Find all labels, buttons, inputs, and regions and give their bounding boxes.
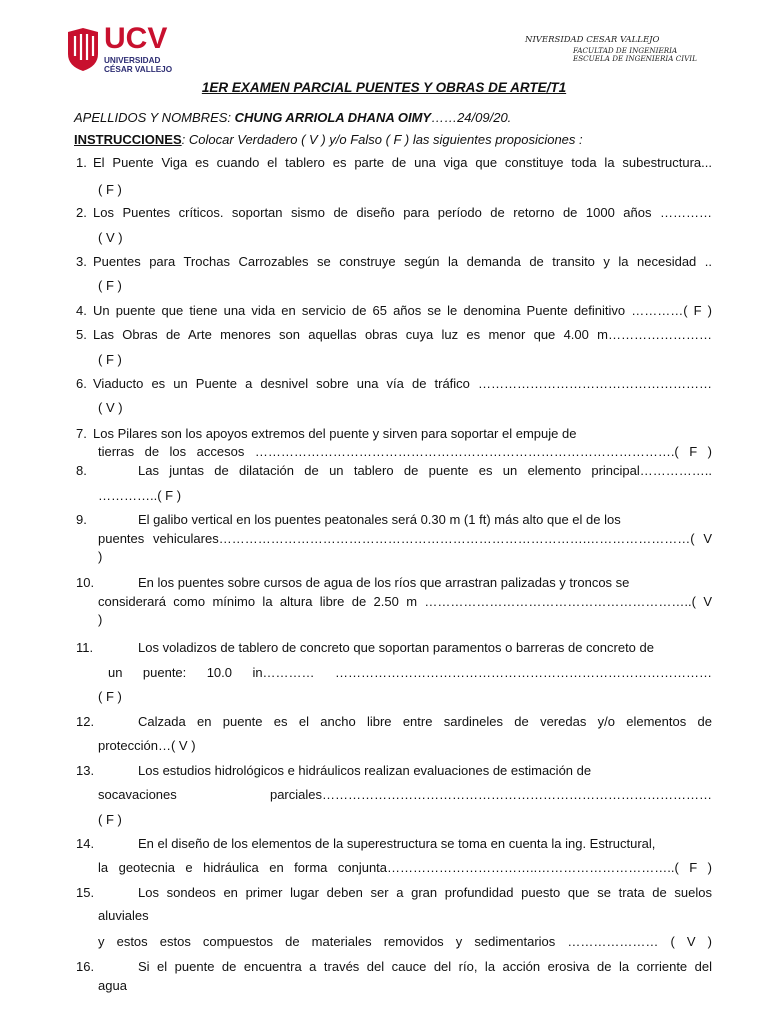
logo-subtitle: UNIVERSIDAD CÉSAR VALLEJO	[104, 56, 173, 74]
question-number: 4.	[76, 303, 87, 318]
ucv-logo	[66, 24, 176, 76]
faculty-name: FACULTAD DE INGENIERIA	[573, 45, 678, 55]
question-text: Si el puente de encuentra a través del cauce del río, la acción erosiva de la corriente del	[138, 959, 712, 974]
question-continuation: considerará como mínimo la altura libre de 2.50 m ……………………………………………………..( V	[98, 594, 712, 609]
question-continuation: ( F )	[98, 812, 122, 827]
question-number: 13.	[76, 763, 95, 778]
question-continuation: agua	[98, 978, 127, 993]
question-continuation: ( F )	[98, 352, 122, 367]
question-continuation: socavaciones parciales………………………………………………………………………………	[98, 787, 712, 802]
question-continuation: aluviales	[98, 908, 149, 923]
question-text: Calzada en puente es el ancho libre entre sardineles de veredas y/o elementos de	[138, 714, 712, 729]
question-number: 5.	[76, 327, 87, 342]
question-text: El Puente Viga es cuando el tablero es parte de una viga que constituye toda la subestructura...	[93, 155, 712, 170]
question-continuation: ( F )	[98, 182, 122, 197]
question-continuation: tierras de los accesos …………………………………………………………………………………….( F )	[98, 444, 712, 459]
university-name: NIVERSIDAD CESAR VALLEJO	[525, 35, 660, 45]
exam-date: ……24/09/20.	[431, 110, 512, 125]
question-number: 12.	[76, 714, 95, 729]
question-text: Las juntas de dilatación de un tablero de puente es un elemento principal……………..	[138, 463, 712, 478]
question-number: 7.	[76, 426, 87, 441]
question-continuation: ( F )	[98, 278, 122, 293]
question-text: Las Obras de Arte menores son aquellas obras cuya luz es menor que 4.00 m……………………	[93, 327, 712, 342]
school-name: ESCUELA DE INGENIERIA CIVIL	[573, 54, 697, 63]
question-continuation: la geotecnia e hidráulica en forma conjunta……………………………..…………………………..( F )	[98, 860, 712, 875]
question-continuation: ( V )	[98, 400, 123, 415]
instructions-text: : Colocar Verdadero ( V ) y/o Falso ( F ) las siguientes proposiciones :	[181, 132, 583, 147]
logo-mark: UCV	[104, 22, 168, 55]
question-continuation: …………..( F )	[98, 488, 182, 503]
question-number: 16.	[76, 959, 95, 974]
question-text: Los voladizos de tablero de concreto que soportan paramentos o barreras de concreto de	[138, 640, 654, 655]
question-text: En los puentes sobre cursos de agua de los ríos que arrastran palizadas y troncos se	[138, 575, 630, 590]
question-number: 15.	[76, 885, 95, 900]
question-text: Puentes para Trochas Carrozables se construye según la demanda de transito y la necesidad ..	[93, 254, 712, 269]
question-number: 2.	[76, 205, 87, 220]
student-name: CHUNG ARRIOLA DHANA OIMY	[234, 110, 432, 125]
question-text: El galibo vertical en los puentes peatonales será 0.30 m (1 ft) más alto que el de los	[138, 512, 621, 527]
question-text: Los sondeos en primer lugar deben ser a gran profundidad puesto que se trata de suelos	[138, 885, 712, 900]
question-text: Un puente que tiene una vida en servicio de 65 años se le denomina Puente definitivo …………( F )	[93, 303, 712, 318]
question-number: 11.	[76, 640, 94, 655]
student-line	[74, 110, 511, 126]
question-number: 9.	[76, 512, 87, 527]
question-continuation: un puente: 10.0 in………… ……………………………………………………………………………	[108, 665, 712, 680]
question-number: 3.	[76, 254, 87, 269]
institution-header	[525, 36, 697, 64]
question-continuation: )	[98, 612, 103, 627]
question-continuation: puentes vehiculares………………………………………………………………………….……………………( V	[98, 531, 712, 546]
question-text: Los Puentes críticos. soportan sismo de diseño para período de retorno de 1000 años …………	[93, 205, 712, 220]
ucv-shield-icon	[66, 26, 100, 72]
student-label: APELLIDOS Y NOMBRES:	[74, 110, 235, 125]
exam-title: 1ER EXAMEN PARCIAL PUENTES Y OBRAS DE ARTE/T1	[201, 80, 567, 95]
question-number: 6.	[76, 376, 87, 391]
instructions-label: INSTRUCCIONES	[74, 132, 182, 147]
question-number: 8.	[76, 463, 87, 478]
question-text: Los estudios hidrológicos e hidráulicos realizan evaluaciones de estimación de	[138, 763, 592, 778]
question-continuation: ( F )	[98, 689, 122, 704]
question-continuation: protección…( V )	[98, 738, 196, 753]
instructions	[74, 132, 583, 148]
question-continuation: y estos estos compuestos de materiales removidos y sedimentarios ………………… ( V )	[98, 934, 712, 949]
question-continuation: )	[98, 549, 103, 564]
question-text: En el diseño de los elementos de la superestructura se toma en cuenta la ing. Estructural,	[138, 836, 656, 851]
question-continuation: ( V )	[98, 230, 123, 245]
question-text: Los Pilares son los apoyos extremos del puente y sirven para soportar el empuje de	[93, 426, 577, 441]
question-number: 10.	[76, 575, 95, 590]
question-text: Viaducto es un Puente a desnivel sobre una vía de tráfico ………………………………………………	[93, 376, 712, 391]
question-number: 14.	[76, 836, 95, 851]
question-number: 1.	[76, 155, 87, 170]
